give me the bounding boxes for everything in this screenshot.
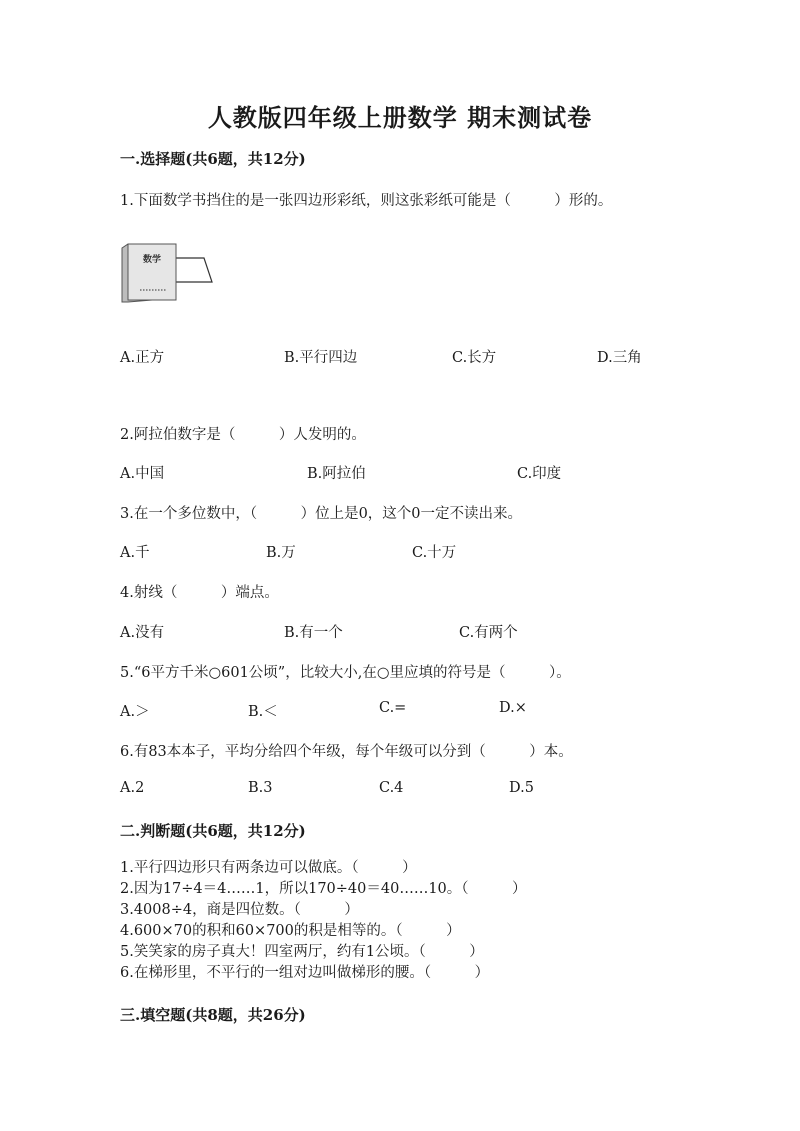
option: C.长方 — [452, 350, 497, 366]
option: A.2 — [120, 780, 145, 796]
option: D.× — [499, 700, 527, 716]
book-cover-label: 数学 — [142, 255, 162, 265]
option: C.4 — [379, 780, 404, 796]
question-stem: 5.“6平方千米○601公顷”，比较大小,在○里应填的符号是（ ）。 — [120, 665, 571, 681]
judge-item: 4.600×70的积和60×700的积是相等的。（ ） — [120, 923, 461, 939]
judge-item: 2.因为17÷4＝4……1，所以170÷40＝40……10。（ ） — [120, 881, 527, 897]
judge-item: 6.在梯形里，不平行的一组对边叫做梯形的腰。（ ） — [120, 965, 490, 981]
option: A.没有 — [120, 625, 165, 641]
option: B.万 — [266, 545, 296, 561]
question-stem: 2.阿拉伯数字是（ ）人发明的。 — [120, 427, 366, 443]
option: D.三角 — [597, 350, 642, 366]
option: C.十万 — [412, 545, 457, 561]
option: A.中国 — [120, 466, 165, 482]
question-stem: 4.射线（ ）端点。 — [120, 585, 279, 601]
section-heading-judge: 二.判断题(共6题，共12分) — [120, 822, 306, 840]
option: B.3 — [248, 780, 273, 796]
option: B.阿拉伯 — [307, 466, 366, 482]
math-book-figure — [118, 240, 218, 305]
option: B.＜ — [248, 704, 278, 720]
option: A.＞ — [120, 704, 150, 720]
option: C.有两个 — [459, 625, 518, 641]
section-heading-fill: 三.填空题(共8题，共26分) — [120, 1006, 306, 1024]
option: B.有一个 — [284, 625, 343, 641]
question-stem: 1.下面数学书挡住的是一张四边形彩纸，则这张彩纸可能是（ ）形的。 — [120, 193, 613, 209]
option: D.5 — [509, 780, 534, 796]
question-stem: 3.在一个多位数中，（ ）位上是0，这个0一定不读出来。 — [120, 506, 523, 522]
judge-item: 1.平行四边形只有两条边可以做底。（ ） — [120, 860, 417, 876]
page-title: 人教版四年级上册数学 期末测试卷 — [207, 103, 593, 132]
judge-item: 5.笑笑家的房子真大！四室两厅，约有1公顷。（ ） — [120, 944, 484, 960]
option: B.平行四边 — [284, 350, 358, 366]
option: A.正方 — [120, 350, 165, 366]
option: C.印度 — [517, 466, 562, 482]
option: C.= — [379, 700, 407, 716]
question-stem: 6.有83本本子，平均分给四个年级，每个年级可以分到（ ）本。 — [120, 744, 573, 760]
option: A.千 — [120, 545, 150, 561]
judge-item: 3.4008÷4，商是四位数。（ ） — [120, 902, 359, 918]
judge-list — [120, 858, 527, 984]
section-heading-choice: 一.选择题(共6题，共12分) — [120, 150, 306, 168]
